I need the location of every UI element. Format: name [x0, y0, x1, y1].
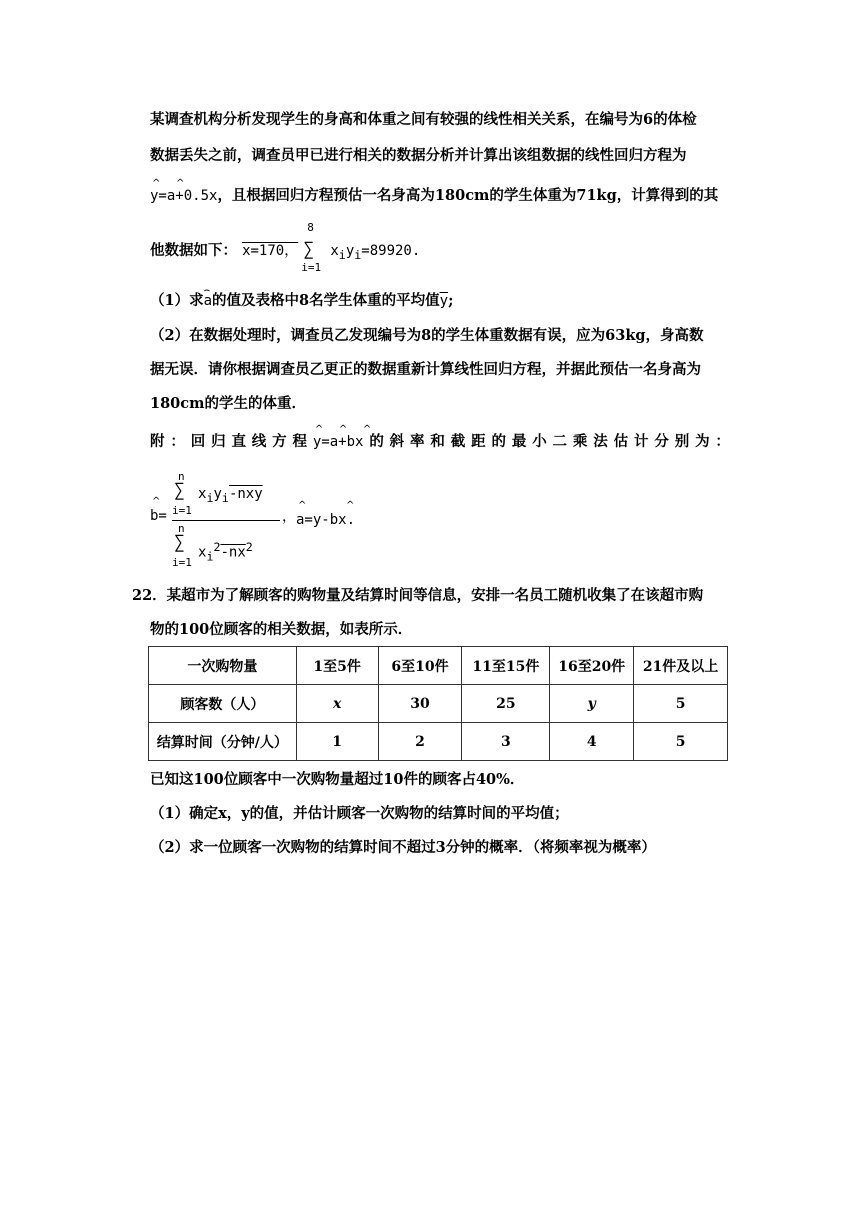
table-cell: 4 [550, 723, 634, 761]
q21-line-1: 某调查机构分析发现学生的身高和体重之间有较强的线性相关关系，在编号为6的体检 [150, 111, 697, 128]
table-cell: y [550, 685, 634, 723]
table-cell: 结算时间（分钟/人） [149, 723, 297, 761]
table-cell: 6至10件 [378, 647, 462, 685]
q21-line-2: 数据丢失之前，调查员甲已进行相关的数据分析并计算出该组数据的线性回归方程为 [150, 147, 687, 164]
q21-sub2-line-3: 180cm的学生的体重． [150, 395, 306, 412]
shopping-data-table [148, 646, 728, 761]
table-cell: 5 [634, 685, 728, 723]
table-cell: 11至15件 [462, 647, 550, 685]
q22-note: 已知这100位顾客中一次购物量超过10件的顾客占40%． [150, 771, 525, 788]
appendix-equation: ^ ^ ^ y=a+bx [312, 424, 372, 450]
a-hat: ⌢ a [203, 285, 213, 309]
hat-mark: ^ [152, 178, 161, 189]
q21-sub2-line-2: 据无误．请你根据调查员乙更正的数据重新计算线性回归方程，并据此预估一名身高为 [150, 361, 701, 378]
q21-line-4 [150, 221, 421, 274]
q21-sub2-line-1: （2）在数据处理时，调查员乙发现编号为8的学生体重数据有误，应为63kg，身高数 [150, 327, 704, 344]
table-row-header [149, 647, 728, 685]
table-row-customers [149, 685, 728, 723]
table-cell: 21件及以上 [634, 647, 728, 685]
table-cell: 3 [462, 723, 550, 761]
table-cell: 30 [378, 685, 462, 723]
q21-line-3 [150, 178, 719, 206]
q22-sub1: （1）确定x，y的值，并估计顾客一次购物的结算时间的平均值； [150, 805, 569, 822]
q21-sub1: （1）求 ⌢ a的值及表格中8名学生体重的平均值$\overline{y}$; [150, 285, 454, 309]
a-equation: ^ ^ a=y-bx. [296, 500, 356, 528]
table-cell: 顾客数（人） [149, 685, 297, 723]
q21-line-3-text: ，且根据回归方程预估一名身高为180cm的学生体重为71kg，计算得到的其 [217, 187, 719, 204]
q22-sub2: （2）求一位顾客一次购物的结算时间不超过3分钟的概率．（将频率视为概率） [150, 839, 656, 856]
table-cell: 1 [296, 723, 378, 761]
q21-line-4-head: 他数据如下： [150, 242, 237, 259]
table-cell: x [296, 685, 378, 723]
table-row-checkout-time [149, 723, 728, 761]
regression-equation: ^ ^ y=a+0.5x [150, 186, 217, 206]
q22-line-2: 物的100位顾客的相关数据，如表所示． [150, 621, 413, 638]
fraction-bar [172, 520, 280, 521]
sum-symbol: 8 ∑ i=1 [301, 221, 322, 274]
hat-mark: ^ [176, 178, 185, 189]
table-cell: 25 [462, 685, 550, 723]
q22-line-1: 22．某超市为了解顾客的购物量及结算时间等信息，安排一名员工随机收集了在该超市购 [132, 587, 704, 604]
y-bar: $\overline{y}$ [439, 293, 449, 309]
table-cell: 5 [634, 723, 728, 761]
least-squares-formula: ^ b= n ∑ i=1 $x_iy_i$-nxy n ∑ i=1 $x_i^2-nx^2$ ， ^ ^ a=y-bx. [150, 470, 356, 569]
appendix-line: 附 ： 回 归 直 线 方 程 ^ ^ ^ y=a+bx 的 斜 率 和 截 距 的 最 小 二 乘 法 估 计 分 别 为 ： [150, 424, 730, 450]
table-cell: 1至5件 [296, 647, 378, 685]
sum-expression: $x_iy_i=89920$. [330, 243, 421, 262]
xbar-expr: x=170， [242, 243, 299, 259]
table-cell: 一次购物量 [149, 647, 297, 685]
table-cell: 2 [378, 723, 462, 761]
table-cell: 16至20件 [550, 647, 634, 685]
